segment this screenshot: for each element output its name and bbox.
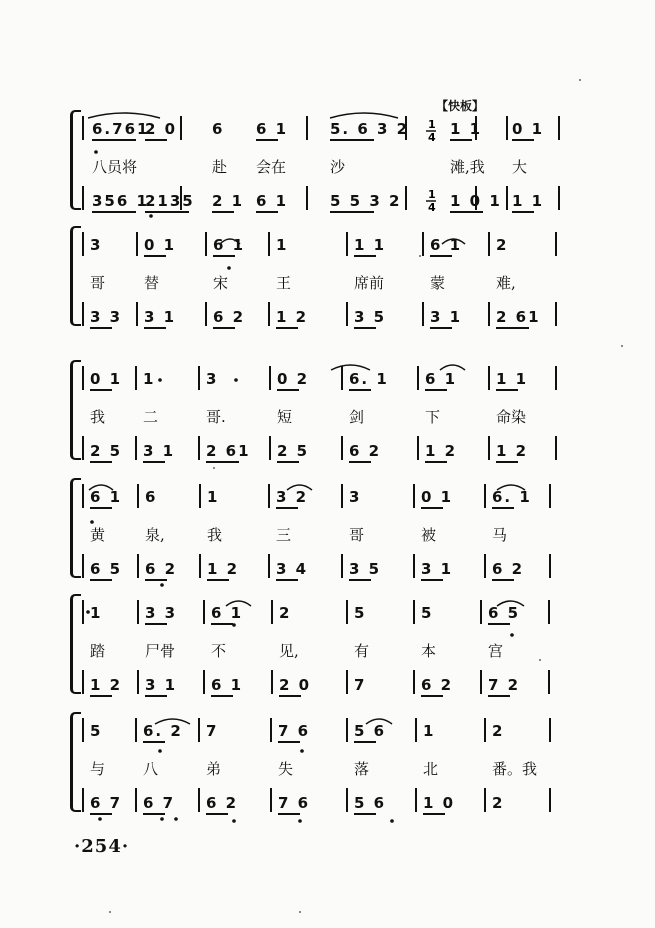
- melody-note: 5: [421, 604, 434, 622]
- lyric-text: 席前: [354, 274, 385, 292]
- lyric-text: 宫: [488, 642, 504, 660]
- accompaniment-note: 6 2: [492, 560, 525, 578]
- melody-note: 2: [279, 604, 292, 622]
- melody-note: 2: [492, 722, 505, 740]
- melody-note: 6 1: [425, 370, 458, 388]
- system-brace: [70, 712, 81, 812]
- lyric-text: 番。我: [492, 760, 538, 778]
- barline: [135, 436, 137, 460]
- system-brace: [70, 360, 81, 460]
- accompaniment-note: 5 6: [354, 794, 387, 812]
- barline: [506, 116, 508, 140]
- barline: [82, 366, 84, 390]
- lyric-text: 蒙: [430, 274, 446, 292]
- melody-note: 6 5: [488, 604, 521, 622]
- barline: [480, 670, 482, 694]
- barline: [306, 116, 308, 140]
- barline: [306, 186, 308, 210]
- system-brace: [70, 478, 81, 578]
- accompaniment-note: 2 5: [90, 442, 123, 460]
- accompaniment-note: 7: [354, 676, 367, 694]
- barline: [549, 484, 551, 508]
- lyric-text: 赴: [212, 158, 228, 176]
- melody-note: 5: [354, 604, 367, 622]
- melody-note: 3 2: [276, 488, 309, 506]
- melody-note: 3 3: [145, 604, 178, 622]
- system-brace: [70, 226, 81, 326]
- barline: [269, 436, 271, 460]
- barline: [268, 554, 270, 578]
- lyric-text: 本: [421, 642, 437, 660]
- accompaniment-note: 3 1: [145, 676, 178, 694]
- accompaniment-note: 6 1: [211, 676, 244, 694]
- accompaniment-note: 7 6: [278, 794, 311, 812]
- barline: [413, 670, 415, 694]
- lyric-text: 宋: [213, 274, 229, 292]
- accompaniment-note: 6 2: [213, 308, 246, 326]
- barline: [484, 788, 486, 812]
- melody-note: 0 1: [512, 120, 545, 138]
- lyric-text: 我: [90, 408, 106, 426]
- paper-speck: [579, 79, 581, 81]
- barline: [137, 554, 139, 578]
- octave-dot: [94, 150, 98, 154]
- barline: [82, 554, 84, 578]
- barline: [82, 670, 84, 694]
- lyric-text: 哥: [349, 526, 365, 544]
- barline: [205, 232, 207, 256]
- melody-note: 0 2: [277, 370, 310, 388]
- accompaniment-note: 2: [492, 794, 505, 812]
- lyric-text: 三: [276, 526, 292, 544]
- melody-note: 7 6: [278, 722, 311, 740]
- barline: [82, 116, 84, 140]
- barline: [271, 670, 273, 694]
- melody-note: 5. 6 3 2: [330, 120, 410, 138]
- accompaniment-note: 6 2: [206, 794, 239, 812]
- barline: [488, 302, 490, 326]
- accompaniment-note: 3 1: [143, 442, 176, 460]
- barline: [417, 366, 419, 390]
- barline: [558, 116, 560, 140]
- octave-dot: [390, 819, 394, 823]
- barline: [198, 788, 200, 812]
- meter-denominator: 4: [428, 131, 436, 144]
- melody-note: 6 1: [256, 120, 289, 138]
- barline: [135, 366, 137, 390]
- lyric-text: 难,: [496, 274, 516, 292]
- barline: [198, 366, 200, 390]
- barline: [415, 788, 417, 812]
- melody-note: 6 1: [211, 604, 244, 622]
- barline: [341, 484, 343, 508]
- accompaniment-note: 2135: [145, 192, 195, 210]
- accompaniment-note: 1 2: [276, 308, 309, 326]
- barline: [506, 186, 508, 210]
- octave-dot: [232, 623, 236, 627]
- lyric-text: 沙: [330, 158, 346, 176]
- barline: [484, 718, 486, 742]
- barline: [555, 232, 557, 256]
- barline: [484, 484, 486, 508]
- barline: [413, 600, 415, 624]
- octave-dot: [298, 819, 302, 823]
- barline: [203, 600, 205, 624]
- barline: [137, 484, 139, 508]
- melody-note: 3: [206, 370, 219, 388]
- system-brace: [70, 110, 81, 210]
- octave-dot: [232, 819, 236, 823]
- accompaniment-note: 3 3: [90, 308, 123, 326]
- tempo-marking: 【快板】: [436, 99, 485, 113]
- accompaniment-note: 3 1: [430, 308, 463, 326]
- accompaniment-note: 2 0: [279, 676, 312, 694]
- lyric-text: 剑: [349, 408, 365, 426]
- meter-numerator: 1: [428, 188, 436, 201]
- octave-dot: [149, 214, 153, 218]
- accompaniment-note: 7 2: [488, 676, 521, 694]
- barline: [549, 718, 551, 742]
- lyric-text: 会在: [256, 158, 287, 176]
- melody-note: 6. 1: [492, 488, 532, 506]
- octave-dot: [510, 633, 514, 637]
- barline: [135, 718, 137, 742]
- lyric-text: 王: [276, 274, 292, 292]
- barline: [488, 366, 490, 390]
- barline: [346, 670, 348, 694]
- octave-dot: [98, 817, 102, 821]
- paper-speck: [539, 659, 541, 661]
- lyric-text: 八员将: [92, 158, 138, 176]
- barline: [346, 232, 348, 256]
- paper-speck: [213, 467, 215, 469]
- barline: [346, 600, 348, 624]
- lyric-text: 泉,: [145, 526, 165, 544]
- paper-speck: [299, 911, 301, 913]
- barline: [341, 436, 343, 460]
- barline: [82, 484, 84, 508]
- melody-note: 2 0: [145, 120, 178, 138]
- lyric-text: 不: [211, 642, 227, 660]
- accompaniment-note: 2 5: [277, 442, 310, 460]
- melody-note: 0 1: [90, 370, 123, 388]
- melody-note: 5 6: [354, 722, 387, 740]
- lyric-text: 见,: [279, 642, 299, 660]
- lyric-text: 尸骨: [145, 642, 176, 660]
- system-brace: [70, 594, 81, 694]
- lyric-text: 替: [144, 274, 160, 292]
- melody-note: 6 1: [90, 488, 123, 506]
- barline: [180, 116, 182, 140]
- accompaniment-note: 3 5: [349, 560, 382, 578]
- melody-note: 1: [276, 236, 289, 254]
- accompaniment-note: 3 1: [144, 308, 177, 326]
- octave-dot: [158, 749, 162, 753]
- barline: [199, 554, 201, 578]
- accompaniment-note: 1 2: [425, 442, 458, 460]
- melody-note: 1 1: [496, 370, 529, 388]
- lyric-text: 哥.: [206, 408, 226, 426]
- melody-note: 6: [145, 488, 158, 506]
- octave-dot: [300, 749, 304, 753]
- accompaniment-note: 6 2: [421, 676, 454, 694]
- barline: [417, 436, 419, 460]
- barline: [555, 366, 557, 390]
- accompaniment-note: 1 2: [496, 442, 529, 460]
- barline: [269, 366, 271, 390]
- accompaniment-note: 6 7: [90, 794, 123, 812]
- accompaniment-note: 6 2: [349, 442, 382, 460]
- melody-note: 6.761: [92, 120, 150, 138]
- barline: [422, 232, 424, 256]
- accompaniment-note: 6 2: [145, 560, 178, 578]
- accompaniment-note: 6 7: [143, 794, 176, 812]
- lyric-text: 北: [423, 760, 439, 778]
- paper-speck: [621, 345, 623, 347]
- barline: [137, 670, 139, 694]
- barline: [205, 302, 207, 326]
- meter-denominator: 4: [428, 201, 436, 214]
- barline: [341, 366, 343, 390]
- accompaniment-note: 5 5 3 2: [330, 192, 402, 210]
- barline: [82, 788, 84, 812]
- slur: [330, 113, 398, 118]
- accompaniment-note: 1 2: [90, 676, 123, 694]
- melody-note: 6: [212, 120, 225, 138]
- barline: [555, 302, 557, 326]
- melody-note: 7: [206, 722, 219, 740]
- barline: [82, 436, 84, 460]
- melody-note: 1: [90, 604, 103, 622]
- paper-speck: [419, 255, 421, 257]
- barline: [82, 186, 84, 210]
- barline: [136, 232, 138, 256]
- lyric-text: 马: [492, 526, 508, 544]
- accompaniment-note: 6 1: [256, 192, 289, 210]
- barline: [137, 600, 139, 624]
- octave-dot: [158, 378, 162, 382]
- barline: [558, 186, 560, 210]
- barline: [136, 302, 138, 326]
- page-number: ·254·: [74, 836, 130, 857]
- accompaniment-note: 2 1: [212, 192, 245, 210]
- accompaniment-note: 3 4: [276, 560, 309, 578]
- accompaniment-note: 3 5: [354, 308, 387, 326]
- lyric-text: 下: [425, 408, 441, 426]
- melody-note: 5: [90, 722, 103, 740]
- lyric-text: 有: [354, 642, 370, 660]
- accompaniment-note: 6 5: [90, 560, 123, 578]
- barline: [271, 600, 273, 624]
- accompaniment-note: 1 0 1: [450, 192, 502, 210]
- lyric-text: 命染: [496, 408, 527, 426]
- lyric-text: 滩,我: [450, 158, 485, 176]
- accompaniment-note: 356 1: [92, 192, 149, 210]
- octave-dot: [174, 817, 178, 821]
- melody-note: 0 1: [421, 488, 454, 506]
- barline: [548, 600, 550, 624]
- barline: [555, 436, 557, 460]
- meter-numerator: 1: [428, 118, 436, 131]
- barline: [203, 670, 205, 694]
- barline: [198, 718, 200, 742]
- melody-note: 6. 1: [349, 370, 389, 388]
- melody-note: 3: [90, 236, 103, 254]
- barline: [268, 484, 270, 508]
- barline: [405, 186, 407, 210]
- accompaniment-note: 1 2: [207, 560, 240, 578]
- accompaniment-note: 2 61: [206, 442, 251, 460]
- octave-dot: [227, 266, 231, 270]
- lyric-text: 哥: [90, 274, 106, 292]
- octave-dot: [160, 583, 164, 587]
- barline: [270, 718, 272, 742]
- barline: [549, 554, 551, 578]
- barline: [82, 718, 84, 742]
- lyric-text: 失: [278, 760, 294, 778]
- barline: [422, 302, 424, 326]
- barline: [548, 670, 550, 694]
- melody-note: 1: [143, 370, 156, 388]
- lyric-text: 二: [143, 408, 159, 426]
- lyric-text: 黄: [90, 526, 106, 544]
- accompaniment-note: 2 61: [496, 308, 541, 326]
- melody-note: 1 1: [450, 120, 483, 138]
- lyric-text: 弟: [206, 760, 222, 778]
- barline: [270, 788, 272, 812]
- lyric-text: 八: [143, 760, 159, 778]
- barline: [549, 788, 551, 812]
- melody-note: 0 1: [144, 236, 177, 254]
- barline: [413, 484, 415, 508]
- barline: [346, 718, 348, 742]
- lyric-text: 大: [512, 158, 528, 176]
- accompaniment-note: 3 1: [421, 560, 454, 578]
- accompaniment-note: 1 1: [512, 192, 545, 210]
- melody-note: 3: [349, 488, 362, 506]
- barline: [484, 554, 486, 578]
- paper-speck: [109, 911, 111, 913]
- melody-note: 1: [423, 722, 436, 740]
- barline: [480, 600, 482, 624]
- melody-note: 1: [207, 488, 220, 506]
- accompaniment-note: 1 0: [423, 794, 456, 812]
- barline: [82, 232, 84, 256]
- barline: [198, 436, 200, 460]
- melody-note: 6 1: [213, 236, 246, 254]
- lyric-text: 与: [90, 760, 106, 778]
- melody-note: 1 1: [354, 236, 387, 254]
- octave-dot: [160, 817, 164, 821]
- barline: [199, 484, 201, 508]
- barline: [341, 554, 343, 578]
- barline: [268, 302, 270, 326]
- barline: [82, 302, 84, 326]
- barline: [488, 436, 490, 460]
- lyric-text: 被: [421, 526, 437, 544]
- slur: [88, 113, 160, 118]
- melody-note: 2: [496, 236, 509, 254]
- lyric-text: 我: [207, 526, 223, 544]
- barline: [488, 232, 490, 256]
- octave-dot: [234, 378, 238, 382]
- barline: [268, 232, 270, 256]
- barline: [413, 554, 415, 578]
- barline: [82, 600, 84, 624]
- lyric-text: 踏: [90, 642, 106, 660]
- lyric-text: 短: [277, 408, 293, 426]
- melody-note: 6 1: [430, 236, 463, 254]
- barline: [415, 718, 417, 742]
- melody-note: 6. 2: [143, 722, 183, 740]
- lyric-text: 落: [354, 760, 370, 778]
- barline: [135, 788, 137, 812]
- barline: [346, 302, 348, 326]
- barline: [346, 788, 348, 812]
